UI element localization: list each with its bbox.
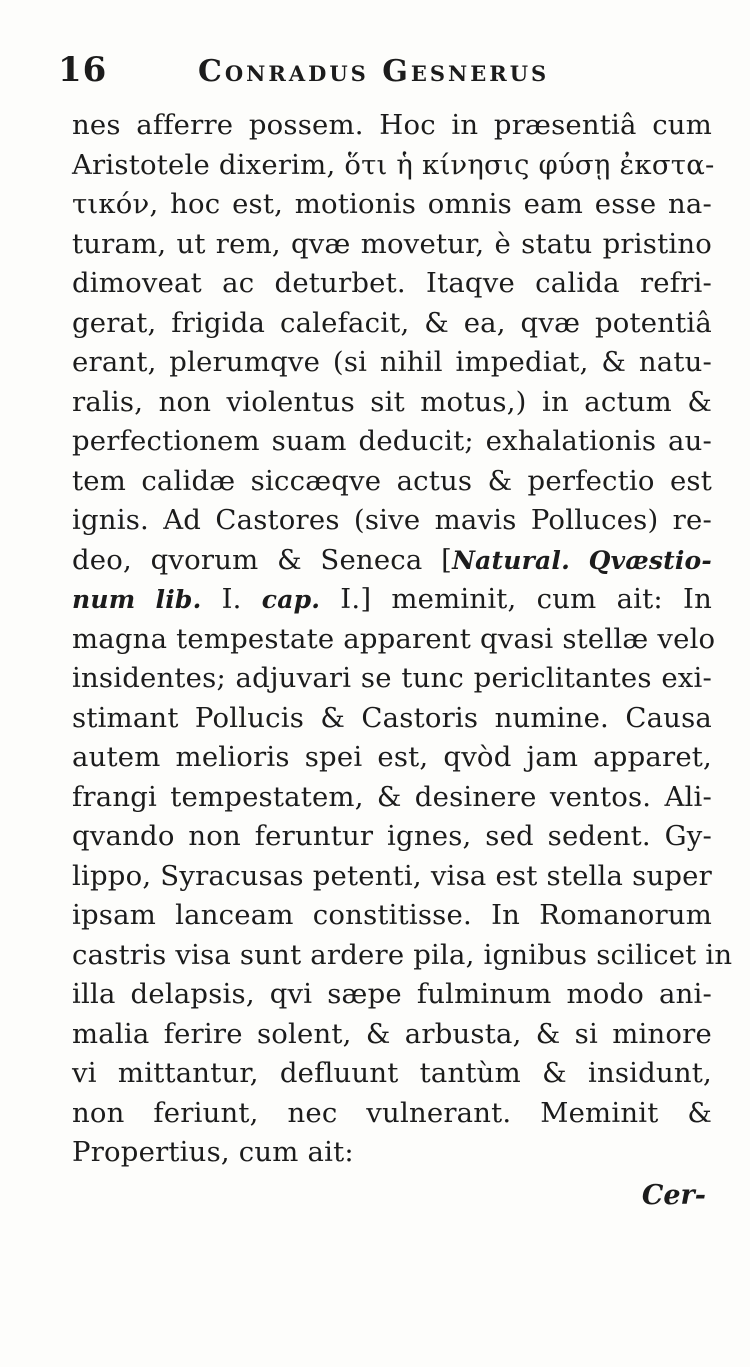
text-line: ipsam lanceam constitisse. In Romanorum [72,899,712,931]
page-header [58,48,698,98]
text-line: vi mittantur, defluunt tantùm & insidunt, [72,1057,712,1089]
catchword: Cer- [641,1180,706,1211]
text-line-citation-cont [72,580,712,620]
text-line: lippo, Syracusas petenti, visa est stella super [72,859,712,892]
citation-prefix: deo, qvorum & Seneca [ [72,543,453,576]
text-line: magna tempestate apparent qvasi stellæ velo [72,622,716,655]
text-line: qvando non feruntur ignes, sed sedent. Gy- [72,820,712,852]
text-line: τικόν, hoc est, motionis omnis eam esse na- [72,188,712,220]
text-line-citation [72,541,712,581]
text-line: ignis. Ad Castores (sive mavis Polluces) re- [72,504,712,536]
text-line: stimant Pollucis & Castoris numine. Causa [72,701,712,734]
text-line: ralis, non violentus sit motus,) in actum & [72,385,712,418]
text-line: Aristotele dixerim, ὅτι ἡ κίνησις φύσῃ ἐκστα- [72,148,715,181]
citation-tail: I.] meminit, cum ait: In [320,583,712,615]
text-line: castris visa sunt ardere pila, ignibus scilicet in [72,938,733,971]
citation-cap: cap. [261,585,321,614]
text-line: turam, ut rem, qvæ movetur, è statu pristino [72,227,712,260]
text-line: frangi tempestatem, & desinere ventos. Ali- [72,780,712,813]
text-line: insidentes; adjuvari se tunc periclitantes exi- [72,662,712,694]
citation-num-lib: num lib. [72,585,202,614]
text-line: illa delapsis, qvi sæpe fulminum modo ani- [72,978,712,1010]
text-line-last: Propertius, cum ait: [72,1136,354,1168]
text-line: perfectionem suam deducit; exhalationis au- [72,425,712,457]
body-text [72,106,733,1173]
text-line: non feriunt, nec vulnerant. Meminit & [72,1096,712,1129]
citation-title: Natural. Qvæstio- [452,545,712,575]
page-number: 16 [58,50,108,90]
citation-book-number: I. [201,583,262,615]
text-line: erant, plerumqve (si nihil impediat, & natu- [72,346,712,378]
text-line: malia ferire solent, & arbusta, & si minore [72,1017,712,1050]
text-line: autem melioris spei est, qvòd jam apparet, [72,741,712,773]
text-line: nes afferre possem. Hoc in præsentiâ cum [72,109,712,141]
running-head: Conradus Gesnerus [198,54,550,89]
text-line: tem calidæ siccæqve actus & perfectio est [72,464,712,497]
text-line: dimoveat ac deturbet. Itaqve calida refri- [72,267,712,299]
text-line: gerat, frigida calefacit, & ea, qvæ potentiâ [72,306,712,339]
